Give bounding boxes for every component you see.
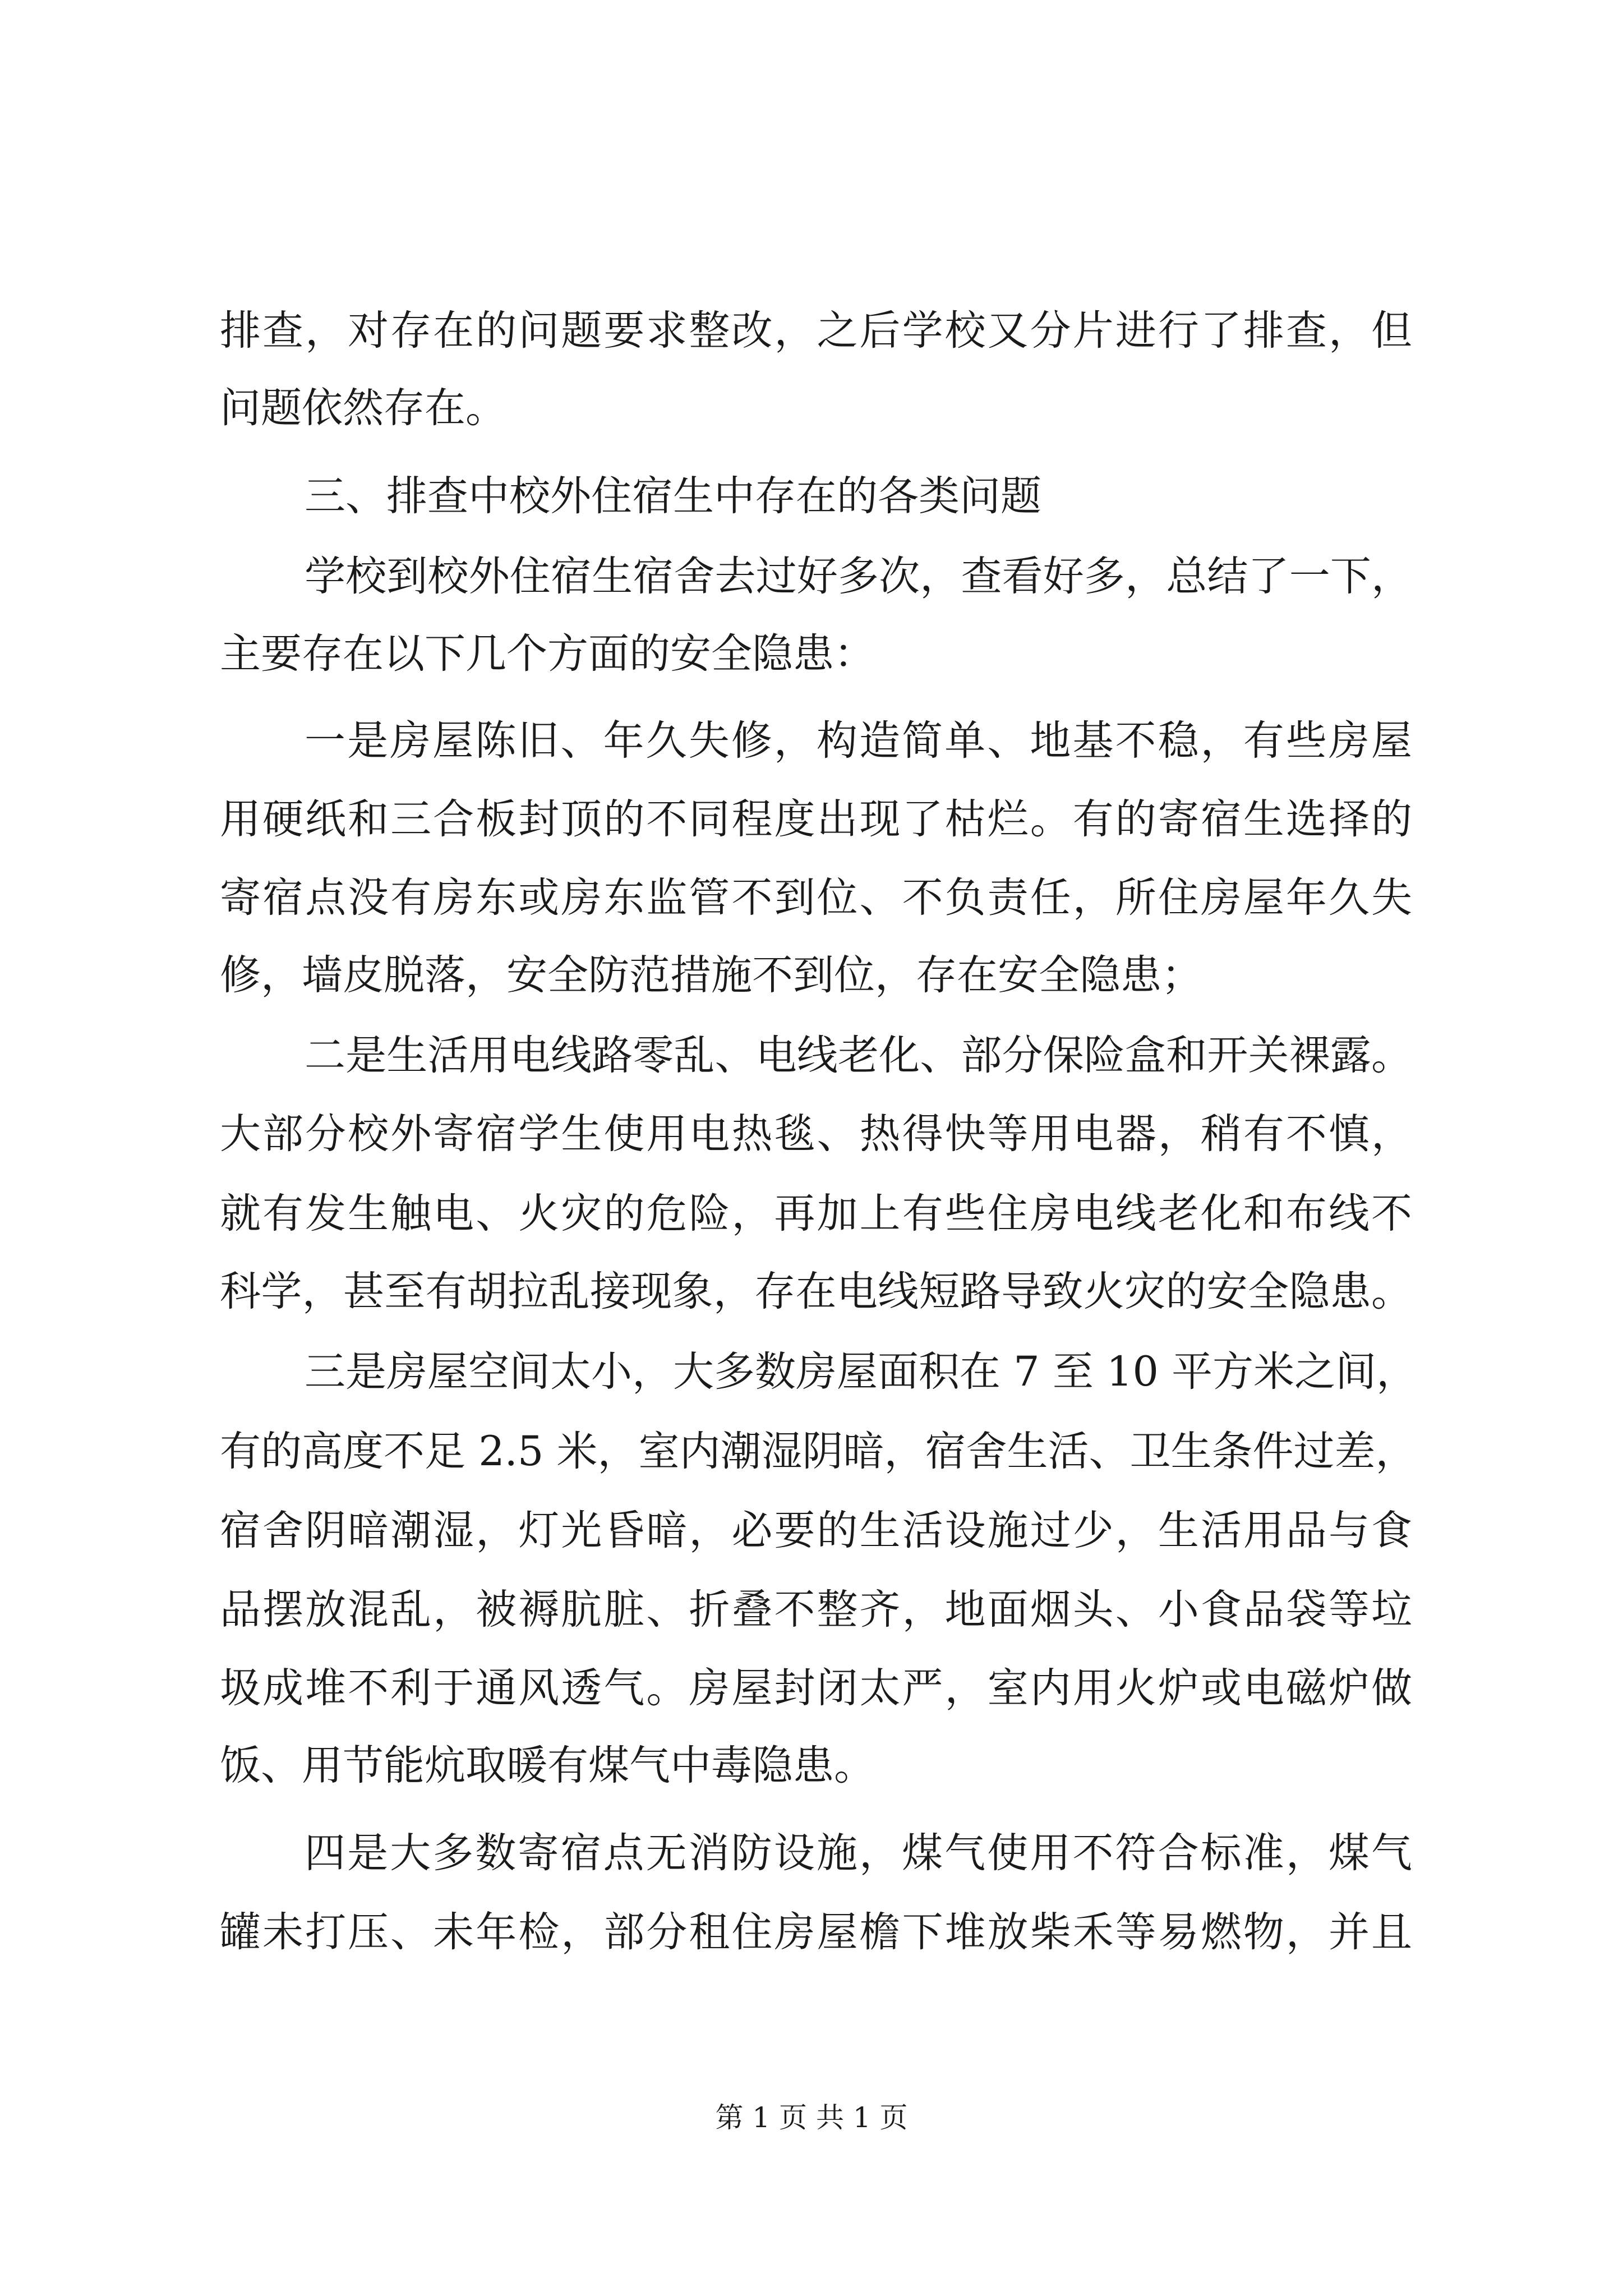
body-line: 圾成堆不利于通风透气。房屋封闭太严，室内用火炉或电磁炉做	[220, 1664, 1412, 1712]
section-heading: 三、排查中校外住宿生中存在的各类问题	[305, 472, 1041, 520]
body-line: 大部分校外寄宿学生使用电热毯、热得快等用电器，稍有不慎，	[220, 1110, 1412, 1158]
body-line: 主要存在以下几个方面的安全隐患：	[220, 630, 875, 678]
body-line: 饭、用节能炕取暖有煤气中毒隐患。	[220, 1742, 875, 1789]
body-line: 用硬纸和三合板封顶的不同程度出现了枯烂。有的寄宿生选择的	[220, 795, 1412, 843]
body-line: 科学，甚至有胡拉乱接现象，存在电线短路导致火灾的安全隐患。	[220, 1268, 1412, 1315]
body-line: 寄宿点没有房东或房东监管不到位、不负责任，所住房屋年久失	[220, 874, 1412, 922]
body-line: 问题依然存在。	[220, 384, 506, 432]
body-line: 三是房屋空间太小，大多数房屋面积在 7 至 10 平方米之间，	[305, 1348, 1418, 1396]
body-line: 宿舍阴暗潮湿，灯光昏暗，必要的生活设施过少，生活用品与食	[220, 1507, 1412, 1554]
body-line: 罐未打压、未年检，部分租住房屋檐下堆放柴禾等易燃物，并且	[220, 1908, 1412, 1956]
body-line: 有的高度不足 2.5 米，室内潮湿阴暗，宿舍生活、卫生条件过差，	[220, 1428, 1417, 1475]
body-line: 修，墙皮脱落，安全防范措施不到位，存在安全隐患；	[220, 951, 1202, 999]
body-line: 就有发生触电、火灾的危险，再加上有些住房电线老化和布线不	[220, 1190, 1412, 1237]
body-line: 二是生活用电线路零乱、电线老化、部分保险盒和开关裸露。	[305, 1032, 1412, 1079]
body-line: 一是房屋陈旧、年久失修，构造简单、地基不稳，有些房屋	[305, 717, 1412, 765]
page-footer: 第 1 页 共 1 页	[715, 2101, 908, 2134]
body-line: 四是大多数寄宿点无消防设施，煤气使用不符合标准，煤气	[305, 1829, 1412, 1877]
body-line: 学校到校外住宿生宿舍去过好多次，查看好多，总结了一下，	[305, 553, 1412, 600]
body-line: 品摆放混乱，被褥肮脏、折叠不整齐，地面烟头、小食品袋等垃	[220, 1586, 1412, 1634]
body-line: 排查，对存在的问题要求整改，之后学校又分片进行了排查，但	[220, 307, 1412, 355]
